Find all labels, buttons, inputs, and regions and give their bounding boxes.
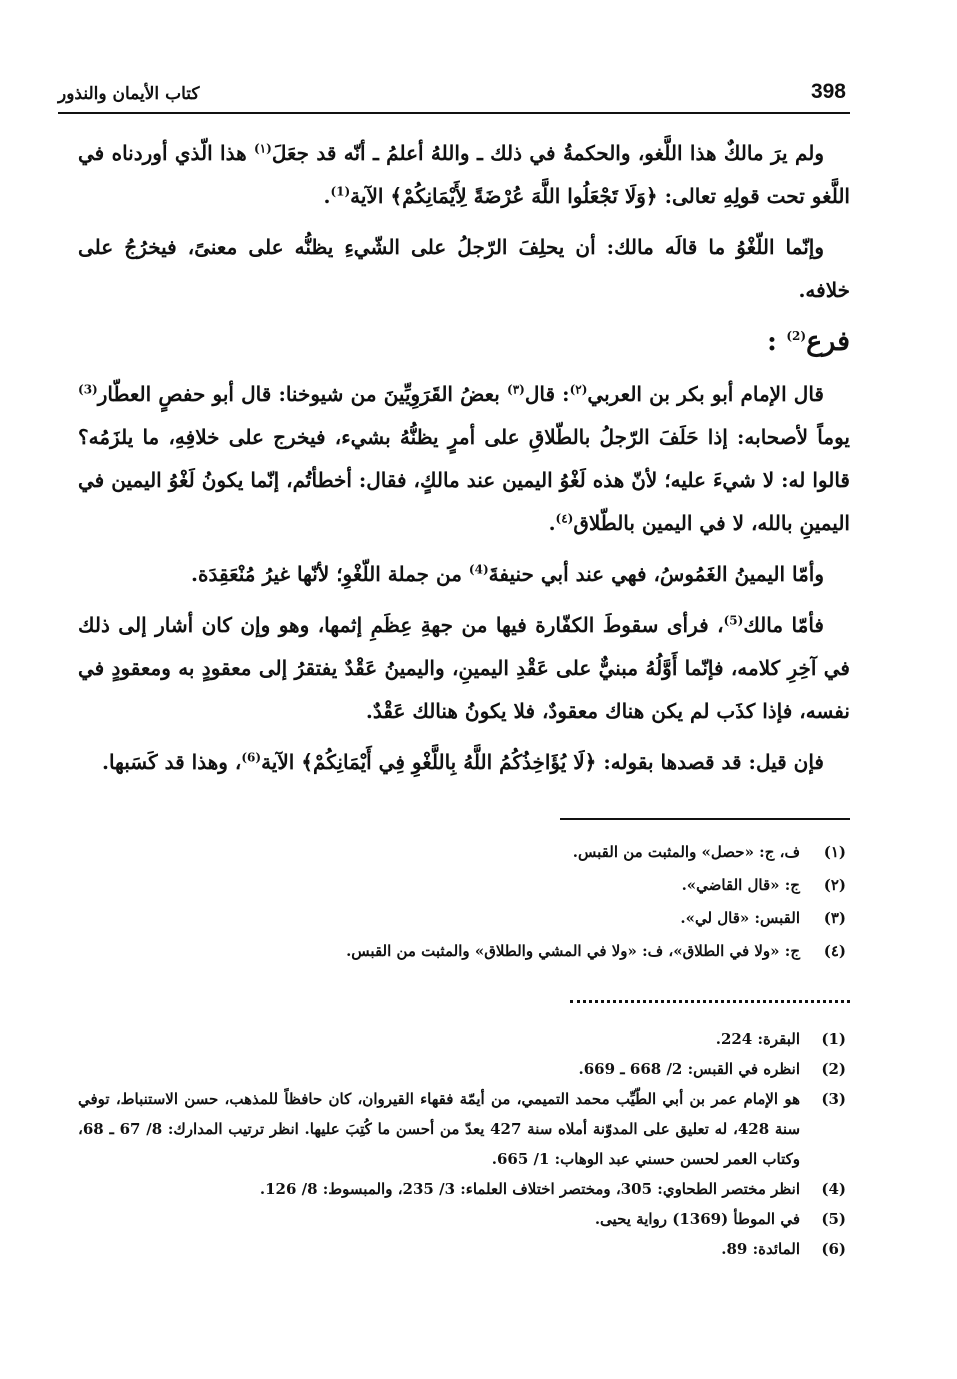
variant-notes	[78, 836, 850, 968]
page-number: 398	[810, 80, 846, 103]
running-title: كتاب الأيمان والنذور	[58, 84, 200, 104]
footnote: (٤) ج: «ولا في الطلاق»، ف: «ولا في المشي والطلاق» والمثبت من القبس.	[346, 942, 846, 960]
footnote: (1) البقرة: 224.	[715, 1030, 846, 1048]
main-text	[78, 132, 850, 792]
footnote: (3) هو الإمام عمر بن أبي الطّيِّب محمد التميمي، من أيمّة فقهاء القيروان، كان حافظاً للمذهب، حسن الاستنباط، توفي سنة 428، له تعليق على المدوّنة أملاه سنة 427 يعدّ من أحسن ما كُتِبَ عليها. انظر ترتيب المدارك: 8/ 67 ـ 68، وكتاب العمر لحسن حسني عبد الوهاب: 1/ 665.	[78, 1090, 846, 1168]
quran-quote: ﴿وَلَا تَجْعَلُوا اللَّهَ عُرْضَةً لِأَيْمَانِكُمْ﴾	[390, 184, 658, 208]
footnote-divider	[560, 818, 850, 820]
footnote: (6) المائدة: 89.	[721, 1240, 846, 1258]
footnote: (١) ف، ج: «حصل» والمثبت من القبس.	[572, 843, 846, 861]
footnote: (٢) ج: «قال القاضي».	[681, 876, 846, 894]
paragraph: وأمّا اليمينُ الغَمُوسُ، فهي عند أبي حنيفةَ$^{(4)}$ من جملة اللّغْوِ؛ لأنّها غيرُ مُنْعَقِدَة.	[191, 562, 824, 586]
footnote: (4) انظر مختصر الطحاوي: 305، ومختصر اختلاف العلماء: 3/ 235، والمبسوط: 8/ 126.	[259, 1180, 846, 1198]
section-heading: فرع$^{(2)}$ :	[766, 326, 850, 357]
paragraph: قال الإمام أبو بكر بن العربي$^{(٢)}$: قال$^{(٣)}$ بعضُ القَرَوِيِّينَ من شيوخنا: قال أبو حفصٍ العطّار$^{(3)}$ يوماً لأصحابه: إذا حَلَفَ الرّجلُ بالطّلاقِ على أمرٍ يظنُّهُ بشيء، فيخرج على خلافِهِ، ما يلزَمُه؟ قالوا له: لا شيءَ عليه؛ لأنّ هذه لَغْوُ اليمين عند مالكٍ، فقال: أخطأتُم، إنّما يكونُ لَغْوُ اليمين في اليمينِ بالله، لا في اليمين بالطّلاق$^{(٤)}$.	[78, 382, 850, 535]
paragraph: ولم يرَ مالكٌ هذا اللَّغو، والحكمةُ في ذلك ـ واللهُ أعلمُ ـ أنّه قد جعَلَ$^{(١)}$ هذا الّذي أوردناه في اللَّغو تحت قولِهِ تعالى: ﴿وَلَا تَجْعَلُوا اللَّهَ عُرْضَةً لِأَيْمَانِكُمْ﴾ الآية$^{(1)}$.	[78, 141, 850, 208]
paragraph: فإن قيل: قد قصدها بقوله: ﴿لَا يُؤَاخِذُكُمُ اللَّهُ بِاللَّغْوِ فِي أَيْمَانِكُمْ﴾ الآية$^{(6)}$، وهذا قد كَسَبها.	[102, 750, 824, 774]
page-header	[58, 78, 850, 114]
paragraph: فأمّا مالك$^{(5)}$، فرأى سقوطَ الكفّارة فيها من جهةِ عِظَمِ إثمها، وهو وإن كان أشار إلى ذلك في آخِرِ كلامه، فإنّما أَوَّلُهُ مبنيٌّ على عَقْدِ اليمينِ، واليمينُ عَقْدٌ يفتقرُ إلى معقودٍ به ومعقودٍ في نفسه، فإذا كذَب لم يكن هناك معقودٌ، فلا يكونُ هنالك عَقْدٌ.	[78, 613, 850, 723]
quran-quote: ﴿لَا يُؤَاخِذُكُمُ اللَّهُ بِاللَّغْوِ فِي أَيْمَانِكُمْ﴾	[301, 750, 597, 774]
paragraph: وإنّما اللّغْوُ ما قالَه مالك: أن يحلِفَ الرّجلُ على الشّيءِ يظنُّه على معنىً، فيخرُجُ على خلافه.	[78, 235, 850, 302]
reference-notes	[78, 1024, 850, 1264]
footnote: (5) في الموطأ (1369) رواية يحيى.	[594, 1210, 846, 1228]
footnote: (٣) القبس: «قال لي».	[680, 909, 846, 927]
footnote: (2) انظره في القبس: 2/ 668 ـ 669.	[578, 1060, 846, 1078]
dotted-separator	[570, 1000, 850, 1003]
